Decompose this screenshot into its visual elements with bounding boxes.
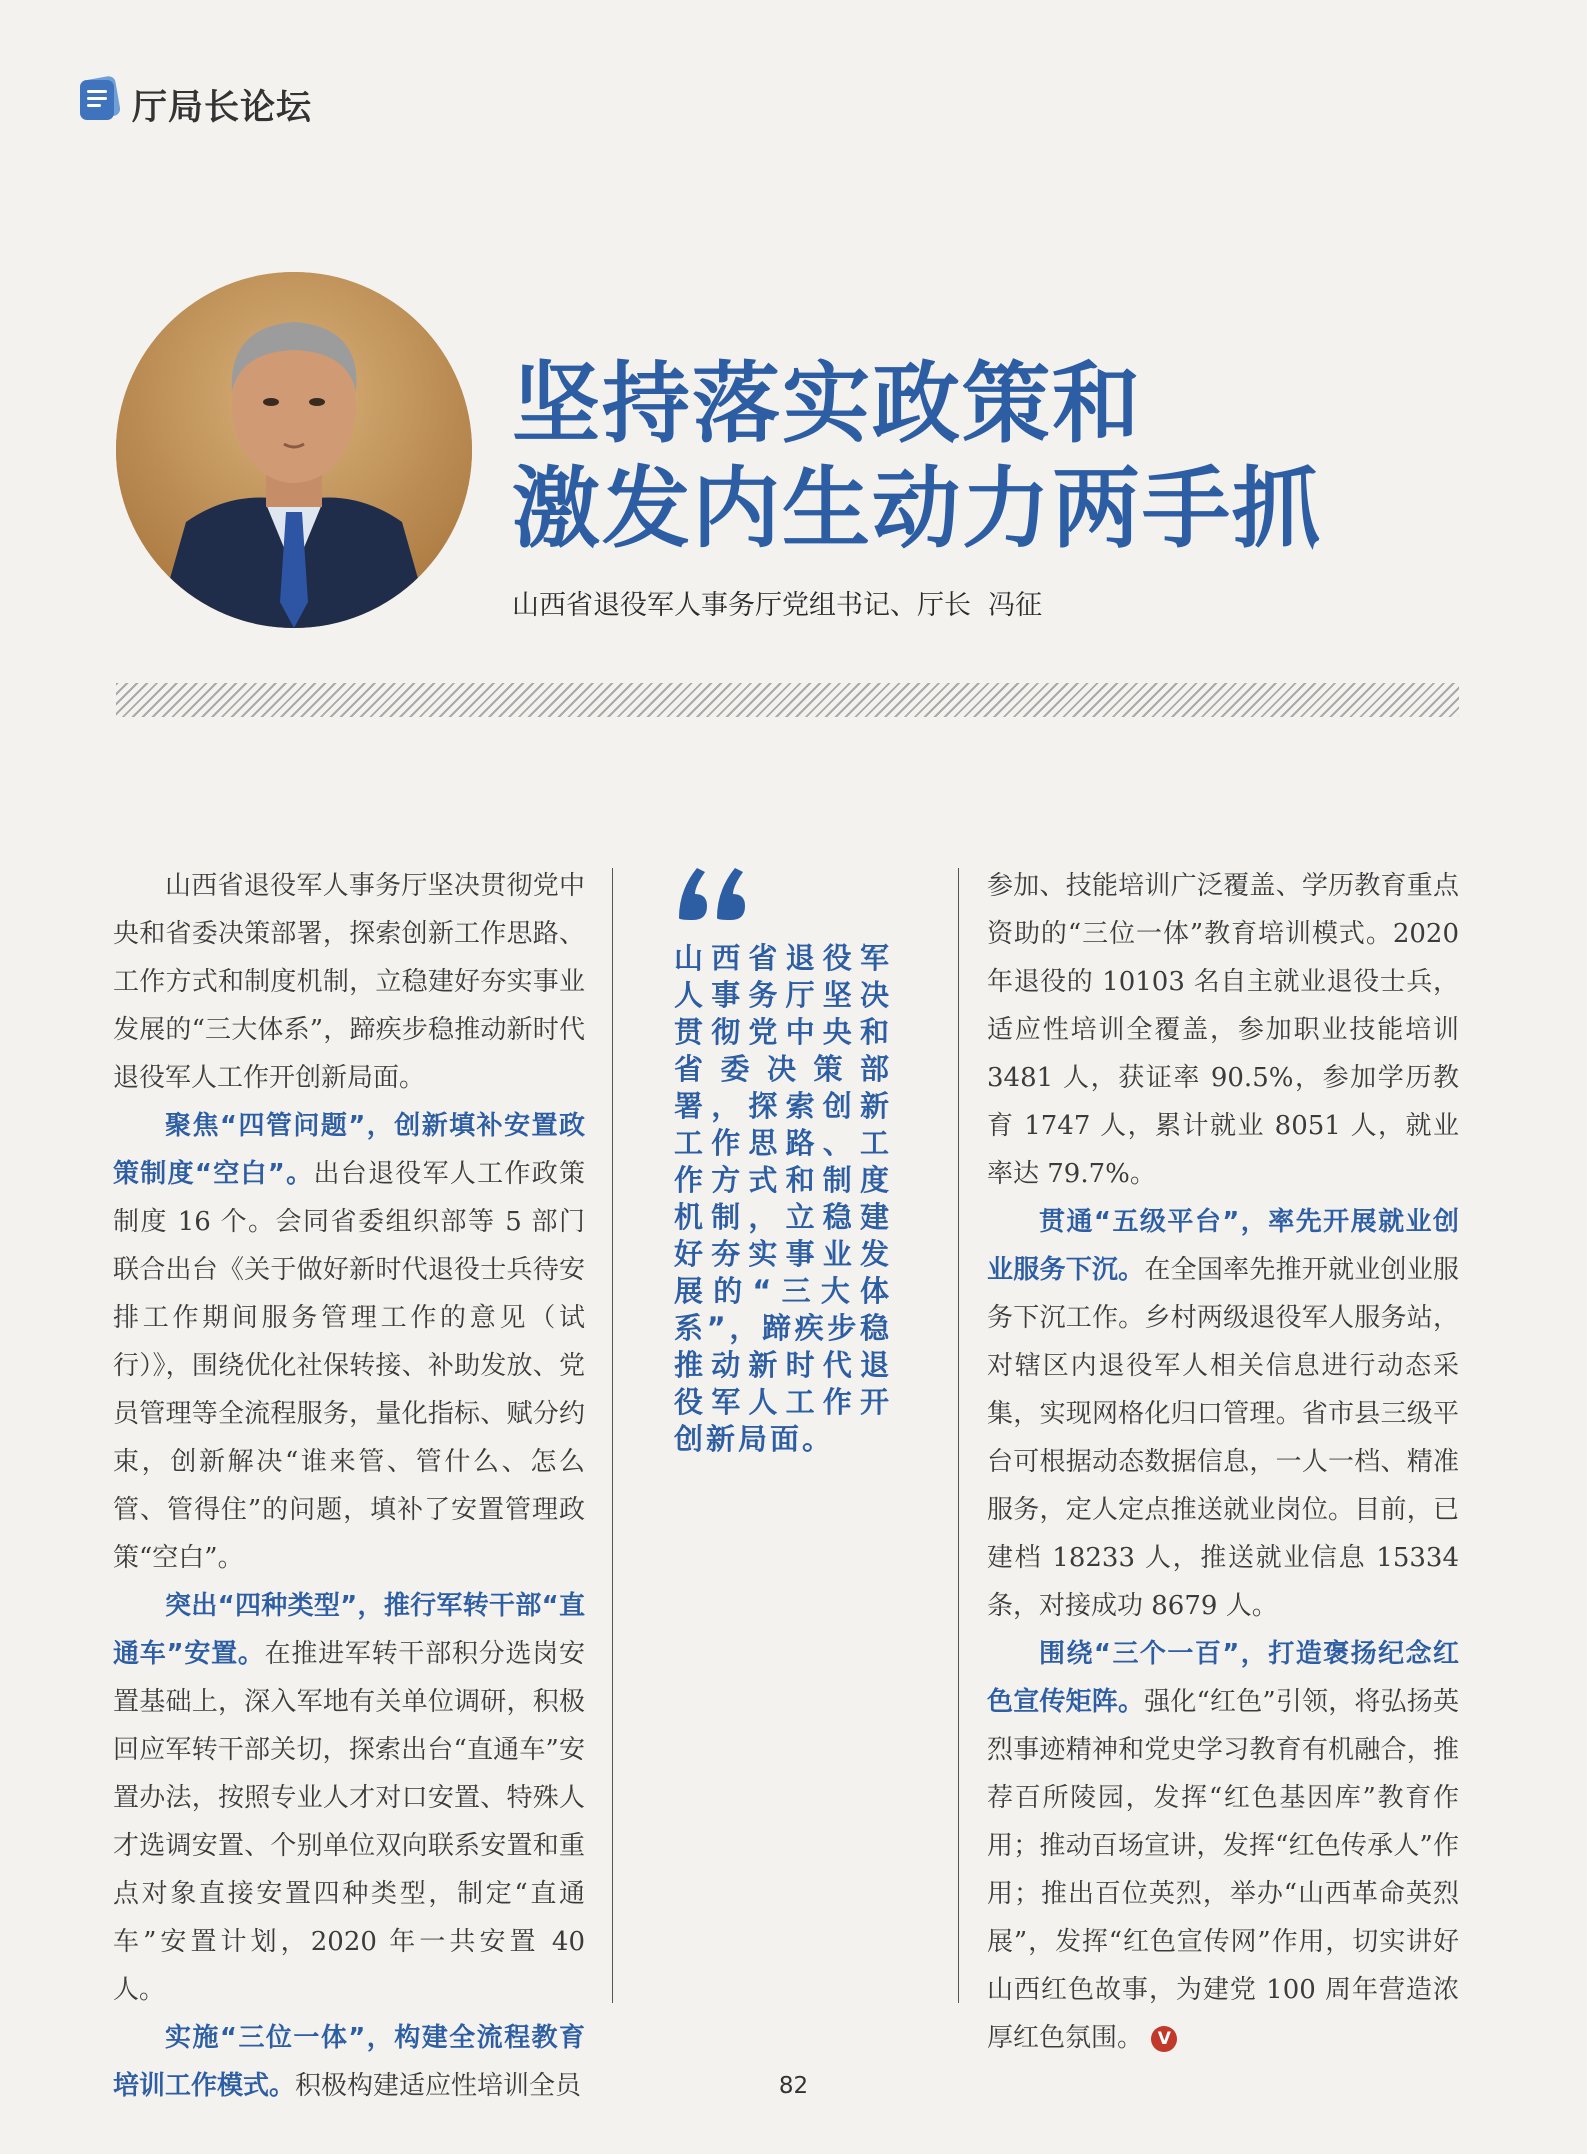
column-rule-right: [958, 868, 959, 2003]
body-column-left: [113, 862, 585, 2110]
pull-quote: 山西省退役军人事务厅坚决贯彻党中央和省委决策部署，探索创新工作思路、工作方式和制度机制，立稳建好夯实事业发展的“三大体系”，蹄疾步稳推动新时代退役军人工作开创新局面。: [674, 941, 892, 1456]
paragraph-text: 积极构建适应性培训全员: [295, 2071, 582, 2101]
document-icon: [76, 74, 124, 122]
paragraph-heading: 聚焦“四管问题”，创新填补安置政策制度“空白”。: [113, 1111, 585, 1189]
body-paragraph: 参加、技能培训广泛覆盖、学历教育重点资助的“三位一体”教育培训模式。2020 年退役的 10103 名自主就业退役士兵，适应性培训全覆盖，参加职业技能培训 3481 人，获证率 90.5%，参加学历教育 1747 人，累计就业 8051 人，就业率达 79.7%。: [987, 871, 1459, 1189]
paragraph-text: 出台退役军人工作政策制度 16 个。会同省委组织部等 5 部门联合出台《关于做好新时代退役士兵待安排工作期间服务管理工作的意见（试行）》，围绕优化社保转接、补助发放、党员管理等全流程服务，量化指标、赋分约束，创新解决“谁来管、管什么、怎么管、管得住”的问题，填补了安置管理政策“空白”。: [113, 1159, 585, 1573]
paragraph-text: 在全国率先推开就业创业服务下沉工作。乡村两级退役军人服务站，对辖区内退役军人相关信息进行动态采集，实现网格化归口管理。省市县三级平台可根据动态数据信息，一人一档、精准服务，定人定点推送就业岗位。目前，已建档 18233 人，推送就业信息 15334 条，对接成功 8679 人。: [987, 1255, 1459, 1621]
article-title-line-2: 激发内生动力两手抓: [512, 457, 1323, 560]
paragraph-heading: 实施“三位一体”，构建全流程教育培训工作模式。: [113, 2023, 585, 2101]
article-title-line-1: 坚持落实政策和: [512, 352, 1143, 455]
page-number: 82: [778, 2073, 809, 2099]
column-rule-left: [612, 868, 613, 2003]
body-paragraph: [113, 1582, 585, 2014]
end-mark-icon: V: [1151, 2026, 1177, 2052]
hatched-divider: [116, 683, 1459, 717]
paragraph-heading: 突出“四种类型”，推行军转干部“直通车”安置。: [113, 1591, 585, 1669]
author-portrait: [116, 272, 472, 628]
body-paragraph: [987, 1198, 1459, 1630]
body-column-right: [987, 862, 1459, 2062]
body-paragraph: [113, 1102, 585, 1582]
paragraph-heading: 贯通“五级平台”，率先开展就业创业服务下沉。: [987, 1207, 1459, 1285]
body-paragraph: [987, 1630, 1459, 2062]
quote-mark-icon: [675, 862, 751, 924]
paragraph-text: 在推进军转干部积分选岗安置基础上，深入军地有关单位调研，积极回应军转干部关切，探索出台“直通车”安置办法，按照专业人才对口安置、特殊人才选调安置、个别单位双向联系安置和重点对象直接安置四种类型，制定“直通车”安置计划，2020 年一共安置 40 人。: [113, 1639, 585, 2005]
paragraph-heading: 围绕“三个一百”，打造褒扬纪念红色宣传矩阵。: [987, 1639, 1459, 1717]
paragraph-text: 强化“红色”引领，将弘扬英烈事迹精神和党史学习教育有机融合，推荐百所陵园，发挥“红色基因库”教育作用；推动百场宣讲，发挥“红色传承人”作用；推出百位英烈，举办“山西革命英烈展”，发挥“红色宣传网”作用，切实讲好山西红色故事，为建党 100 周年营造浓厚红色氛围。: [987, 1687, 1459, 2053]
body-paragraph: 山西省退役军人事务厅坚决贯彻党中央和省委决策部署，探索创新工作思路、工作方式和制度机制，立稳建好夯实事业发展的“三大体系”，蹄疾步稳推动新时代退役军人工作开创新局面。: [113, 871, 585, 1093]
author-byline: 山西省退役军人事务厅党组书记、厅长 冯征: [512, 590, 1043, 621]
section-title: 厅局长论坛: [132, 88, 313, 128]
